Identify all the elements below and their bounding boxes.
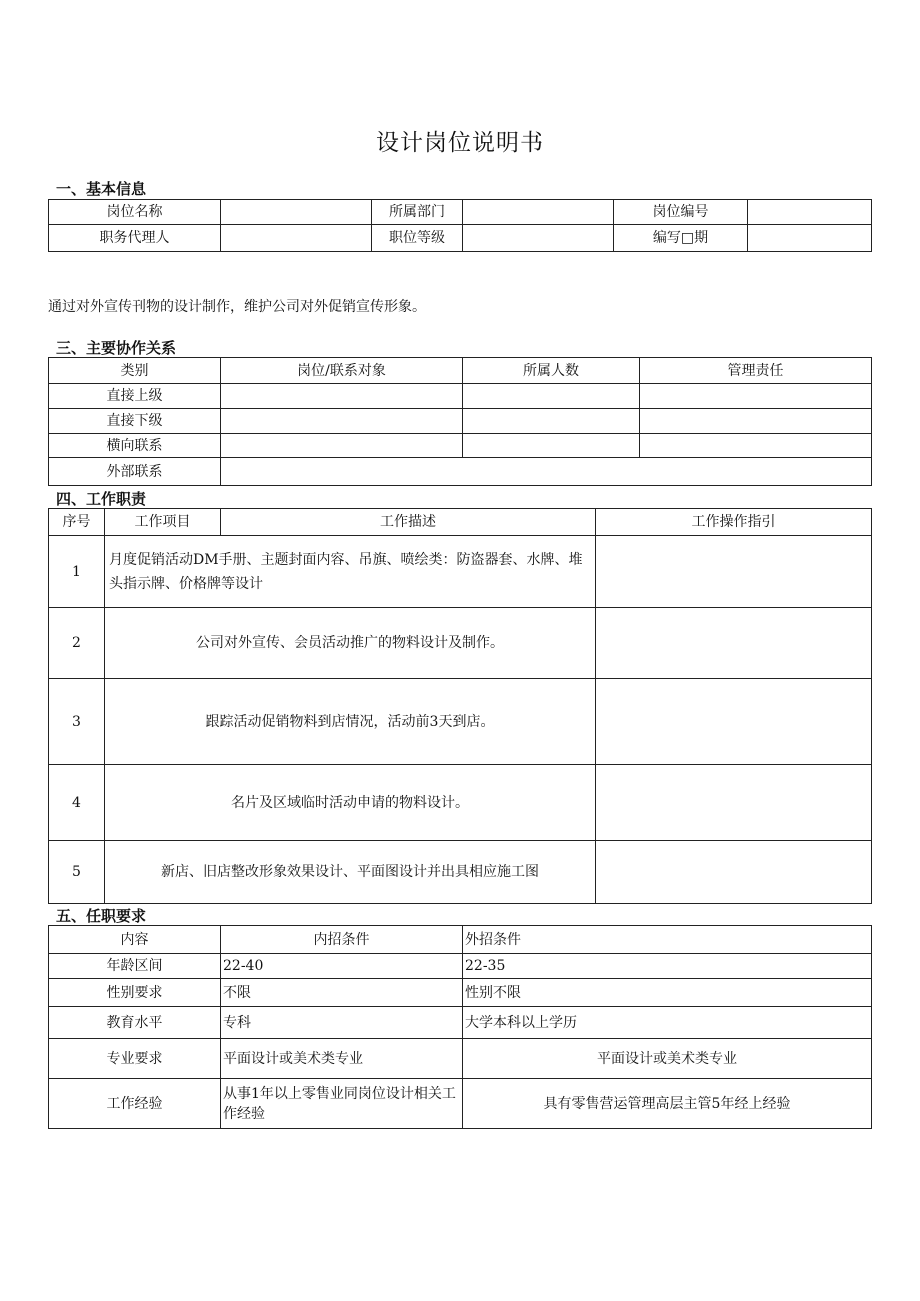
duty-no: 1 [49,536,105,608]
cell-empty[interactable] [463,434,640,458]
req-internal: 22-40 [221,954,463,979]
cell-empty[interactable] [221,384,463,409]
header-contact: 岗位/联系对象 [221,358,463,384]
duty-guide[interactable] [596,536,872,608]
cell-empty[interactable] [640,434,872,458]
label-deputy: 职务代理人 [49,225,221,252]
req-internal: 专科 [221,1007,463,1039]
req-external: 性别不限 [463,979,872,1007]
row-horizontal: 横向联系 [49,434,221,458]
cell-empty[interactable] [221,434,463,458]
req-label: 专业要求 [49,1039,221,1079]
section-requirements-heading: 五、任职要求 [56,907,147,925]
duty-no: 3 [49,679,105,765]
duty-description: 公司对外宣传、会员活动推广的物料设计及制作。 [105,608,596,679]
duty-no: 2 [49,608,105,679]
req-internal: 平面设计或美术类专业 [221,1039,463,1079]
header-item: 工作项目 [105,509,221,536]
row-external: 外部联系 [49,458,221,486]
req-label: 教育水平 [49,1007,221,1039]
collaboration-table [48,357,872,486]
header-content: 内容 [49,926,221,954]
req-external: 具有零售营运管理高层主管5年经上经验 [463,1079,872,1129]
duty-guide[interactable] [596,765,872,841]
label-position-name: 岗位名称 [49,200,221,225]
label-date: 编写□期 [614,225,748,252]
value-date[interactable] [748,225,872,252]
header-no: 序号 [49,509,105,536]
basic-info-table [48,199,872,252]
req-label: 工作经验 [49,1079,221,1129]
req-internal: 不限 [221,979,463,1007]
duty-no: 4 [49,765,105,841]
value-position-code[interactable] [748,200,872,225]
requirements-table [48,925,872,1129]
cell-empty[interactable] [463,409,640,434]
duty-description: 名片及区域临时活动申请的物料设计。 [105,765,596,841]
position-purpose: 通过对外宣传刊物的设计制作，维护公司对外促销宣传形象。 [48,299,426,315]
duty-description: 新店、旧店整改形象效果设计、平面图设计并出具相应施工图 [105,841,596,904]
duty-no: 5 [49,841,105,904]
value-department[interactable] [463,200,614,225]
cell-empty[interactable] [221,409,463,434]
header-category: 类别 [49,358,221,384]
page-title: 设计岗位说明书 [376,130,544,156]
duty-description: 月度促销活动DM手册、主题封面内容、吊旗、喷绘类：防盗器套、水牌、堆头指示牌、价格牌等设计 [105,536,596,608]
header-guide: 工作操作指引 [596,509,872,536]
cell-empty[interactable] [640,384,872,409]
value-grade[interactable] [463,225,614,252]
header-description: 工作描述 [221,509,596,536]
cell-empty[interactable] [221,458,872,486]
label-grade: 职位等级 [372,225,463,252]
req-external: 大学本科以上学历 [463,1007,872,1039]
req-label: 性别要求 [49,979,221,1007]
row-direct-superior: 直接上级 [49,384,221,409]
header-external: 外招条件 [463,926,872,954]
section-basic-info-heading: 一、基本信息 [56,180,147,198]
req-external: 22-35 [463,954,872,979]
value-position-name[interactable] [221,200,372,225]
row-direct-subordinate: 直接下级 [49,409,221,434]
req-external: 平面设计或美术类专业 [463,1039,872,1079]
cell-empty[interactable] [640,409,872,434]
duties-table [48,508,872,904]
label-department: 所属部门 [372,200,463,225]
section-duties-heading: 四、工作职责 [56,490,147,508]
duty-guide[interactable] [596,608,872,679]
duty-guide[interactable] [596,841,872,904]
section-collaboration-heading: 三、主要协作关系 [56,339,177,357]
label-position-code: 岗位编号 [614,200,748,225]
header-responsibility: 管理责任 [640,358,872,384]
req-internal: 从事1年以上零售业同岗位设计相关工作经验 [221,1079,463,1129]
duty-description: 跟踪活动促销物料到店情况，活动前3天到店。 [105,679,596,765]
cell-empty[interactable] [463,384,640,409]
duty-guide[interactable] [596,679,872,765]
value-deputy[interactable] [221,225,372,252]
header-internal: 内招条件 [221,926,463,954]
req-label: 年龄区间 [49,954,221,979]
header-headcount: 所属人数 [463,358,640,384]
